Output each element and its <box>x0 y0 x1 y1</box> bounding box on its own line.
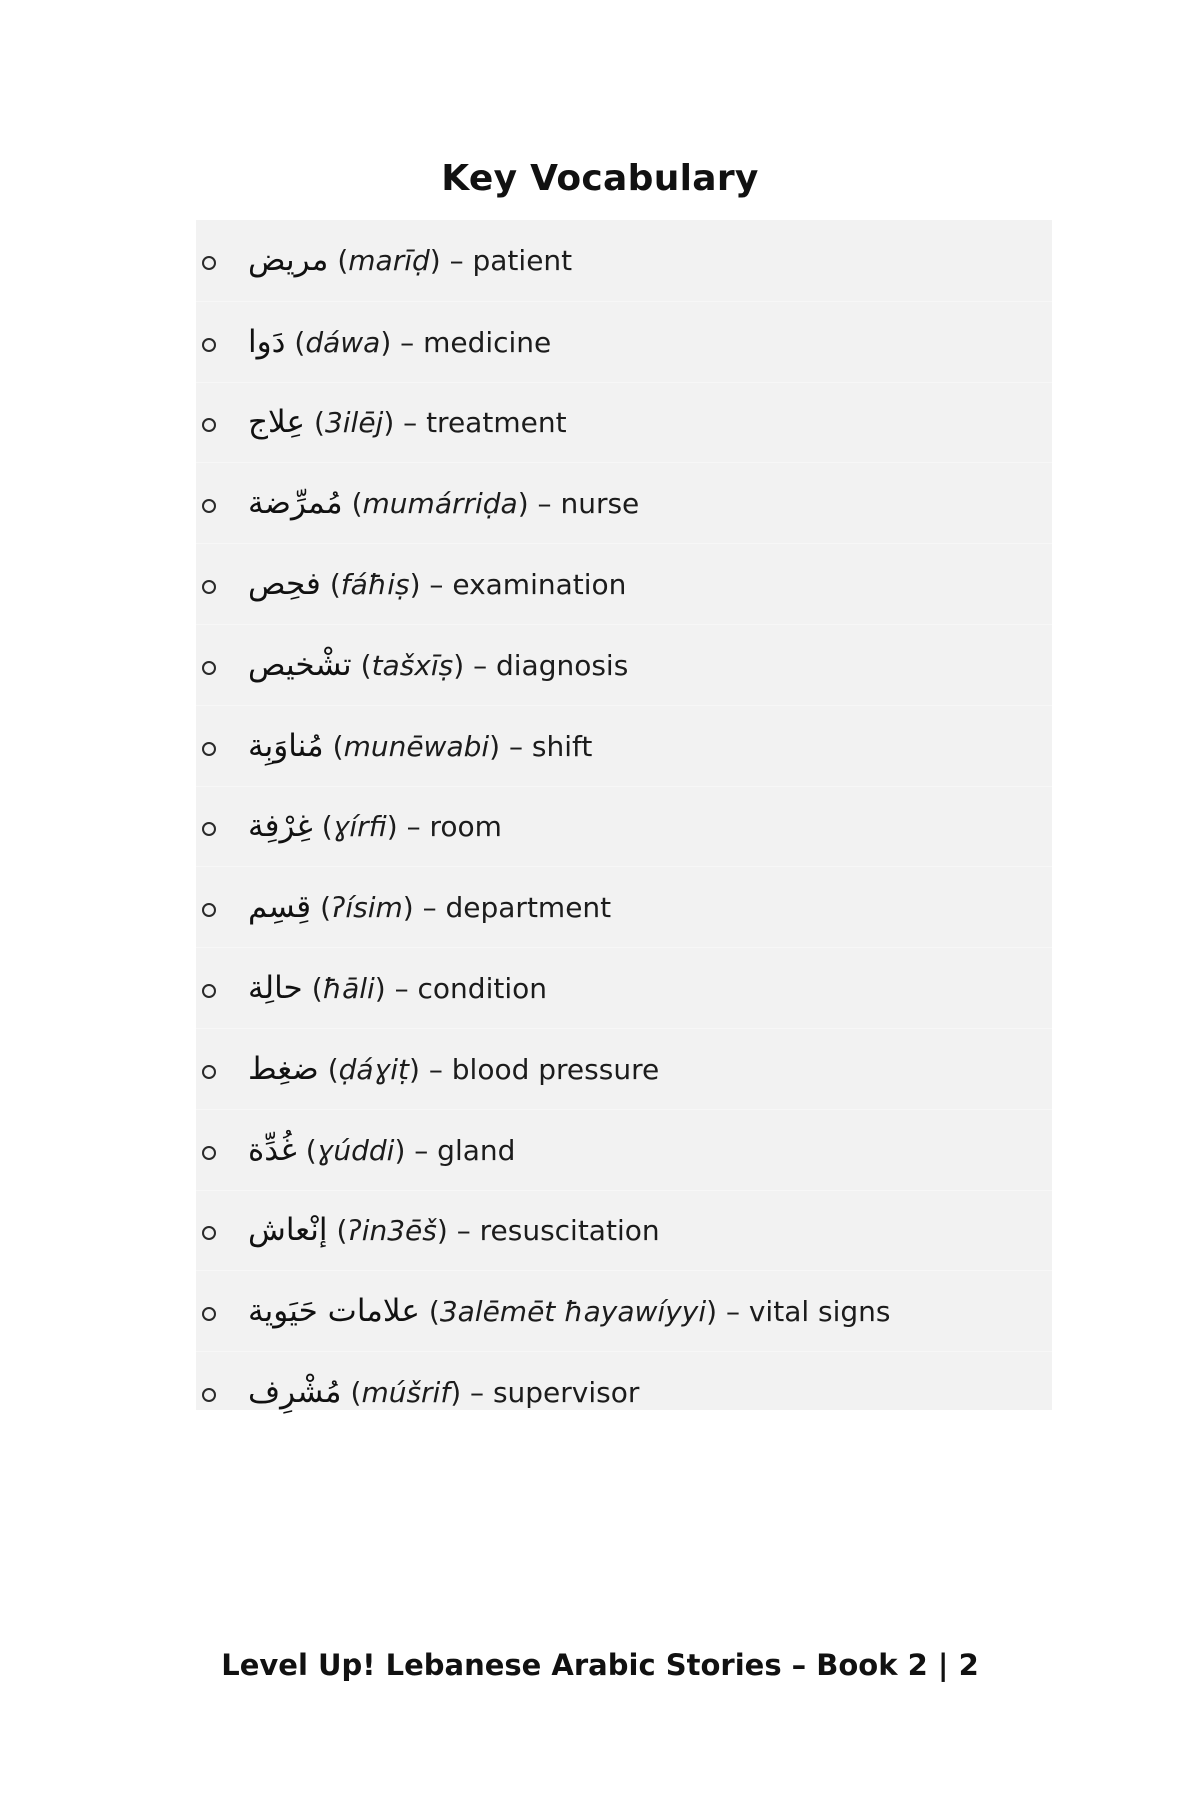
open-paren: ( <box>321 810 333 844</box>
transliteration: mumárriḍa <box>362 487 518 521</box>
arabic-word: ضغِط <box>248 1050 319 1087</box>
arabic-word: حالِة <box>248 970 303 1007</box>
vocab-item <box>196 866 1052 947</box>
english-gloss: vital signs <box>748 1295 891 1329</box>
vocab-item <box>196 1351 1052 1432</box>
english-gloss: diagnosis <box>495 648 629 682</box>
english-gloss: room <box>429 810 502 844</box>
transliteration: 3ilēj <box>324 406 384 440</box>
open-paren: ( <box>294 325 306 359</box>
vocab-item <box>196 462 1052 543</box>
transliteration: 3alēmēt ħayawíyyi <box>439 1295 707 1329</box>
page-title: Key Vocabulary <box>441 158 759 199</box>
vocabulary-list <box>196 220 1052 1410</box>
vocab-item <box>196 543 1052 624</box>
vocab-entry <box>248 970 547 1006</box>
vocab-entry <box>248 1374 639 1410</box>
bullet-circle-icon <box>202 903 216 917</box>
vocab-entry <box>248 485 639 521</box>
vocab-entry <box>248 1293 891 1329</box>
vocab-item <box>196 947 1052 1028</box>
transliteration: marīḍ <box>348 244 430 278</box>
english-gloss: condition <box>417 972 547 1006</box>
arabic-word: علامات حَيَوية <box>248 1293 420 1330</box>
arabic-word: عِلاج <box>248 404 306 441</box>
transliteration: munēwabi <box>343 729 490 763</box>
open-paren: ( <box>351 487 363 521</box>
vocab-item <box>196 1109 1052 1190</box>
open-paren: ( <box>327 1052 339 1086</box>
separator: ) – <box>450 1376 493 1410</box>
vocab-entry <box>248 1051 659 1087</box>
bullet-circle-icon <box>202 1146 216 1160</box>
vocab-entry <box>248 1132 515 1168</box>
english-gloss: nurse <box>560 487 640 521</box>
english-gloss: blood pressure <box>451 1052 660 1086</box>
bullet-circle-icon <box>202 1226 216 1240</box>
open-paren: ( <box>337 244 349 278</box>
english-gloss: resuscitation <box>479 1214 660 1248</box>
bullet-circle-icon <box>202 1388 216 1402</box>
vocab-item <box>196 1028 1052 1109</box>
page-footer: Level Up! Lebanese Arabic Stories – Book 2 | 2 <box>221 1648 979 1682</box>
vocab-entry <box>248 647 628 683</box>
transliteration: ʔin3ēš <box>347 1214 437 1248</box>
vocab-entry <box>248 1212 660 1248</box>
english-gloss: treatment <box>426 406 567 440</box>
vocab-item <box>196 1270 1052 1351</box>
arabic-word: مُمرِّضة <box>248 485 343 522</box>
separator: ) – <box>517 487 561 521</box>
separator: ) – <box>386 810 430 844</box>
english-gloss: medicine <box>423 325 552 359</box>
bullet-circle-icon <box>202 1307 216 1321</box>
separator: ) – <box>383 406 427 440</box>
separator: ) – <box>409 568 453 602</box>
arabic-word: مُناوَبِة <box>248 727 324 764</box>
separator: ) – <box>453 648 496 682</box>
bullet-circle-icon <box>202 742 216 756</box>
vocab-item <box>196 220 1052 301</box>
english-gloss: supervisor <box>492 1376 640 1410</box>
vocab-entry <box>248 889 611 925</box>
vocab-entry <box>248 566 626 602</box>
vocab-entry <box>248 324 551 360</box>
vocab-entry <box>248 404 567 440</box>
open-paren: ( <box>360 648 372 682</box>
vocab-entry <box>248 728 592 764</box>
separator: ) – <box>706 1295 749 1329</box>
arabic-word: فحِص <box>248 566 321 603</box>
transliteration: ħāli <box>322 972 375 1006</box>
open-paren: ( <box>332 729 344 763</box>
separator: ) – <box>374 972 418 1006</box>
transliteration: ɣúddi <box>316 1133 395 1167</box>
arabic-word: قِسِم <box>248 889 312 926</box>
separator: ) – <box>409 1052 452 1086</box>
transliteration: ʔísim <box>331 891 403 925</box>
separator: ) – <box>402 891 446 925</box>
bullet-circle-icon <box>202 822 216 836</box>
english-gloss: department <box>445 891 612 925</box>
bullet-circle-icon <box>202 1065 216 1079</box>
arabic-word: دَوا <box>248 323 286 360</box>
english-gloss: examination <box>452 568 627 602</box>
open-paren: ( <box>428 1295 440 1329</box>
bullet-circle-icon <box>202 418 216 432</box>
vocab-item <box>196 382 1052 463</box>
vocab-item <box>196 1190 1052 1271</box>
separator: ) – <box>436 1214 480 1248</box>
vocab-item <box>196 301 1052 382</box>
open-paren: ( <box>336 1214 348 1248</box>
transliteration: múšrif <box>361 1376 451 1410</box>
transliteration: fáħiṣ <box>340 568 410 602</box>
bullet-circle-icon <box>202 661 216 675</box>
arabic-word: مريض <box>248 242 329 279</box>
separator: ) – <box>380 325 424 359</box>
transliteration: ḍáɣiṭ <box>338 1052 410 1086</box>
bullet-circle-icon <box>202 338 216 352</box>
bullet-circle-icon <box>202 256 216 270</box>
english-gloss: gland <box>437 1133 516 1167</box>
open-paren: ( <box>314 406 325 440</box>
vocab-entry <box>248 242 572 278</box>
open-paren: ( <box>329 568 341 602</box>
arabic-word: غِرْفِة <box>248 808 313 845</box>
bullet-circle-icon <box>202 984 216 998</box>
vocab-item <box>196 705 1052 786</box>
transliteration: dáwa <box>305 325 381 359</box>
vocab-item <box>196 624 1052 705</box>
vocab-entry <box>248 808 502 844</box>
arabic-word: تشْخيص <box>248 646 352 683</box>
separator: ) – <box>394 1133 438 1167</box>
bullet-circle-icon <box>202 499 216 513</box>
open-paren: ( <box>320 891 332 925</box>
english-gloss: patient <box>472 244 573 278</box>
arabic-word: غُدِّة <box>248 1131 297 1168</box>
transliteration: ɣírfi <box>332 810 387 844</box>
english-gloss: shift <box>531 729 593 763</box>
bullet-circle-icon <box>202 580 216 594</box>
separator: ) – <box>429 244 473 278</box>
open-paren: ( <box>305 1133 317 1167</box>
arabic-word: إنْعاش <box>248 1212 328 1249</box>
open-paren: ( <box>311 972 323 1006</box>
separator: ) – <box>489 729 532 763</box>
arabic-word: مُشْرِف <box>248 1374 342 1411</box>
vocab-item <box>196 786 1052 867</box>
transliteration: tašxīṣ <box>371 648 454 682</box>
open-paren: ( <box>350 1376 362 1410</box>
